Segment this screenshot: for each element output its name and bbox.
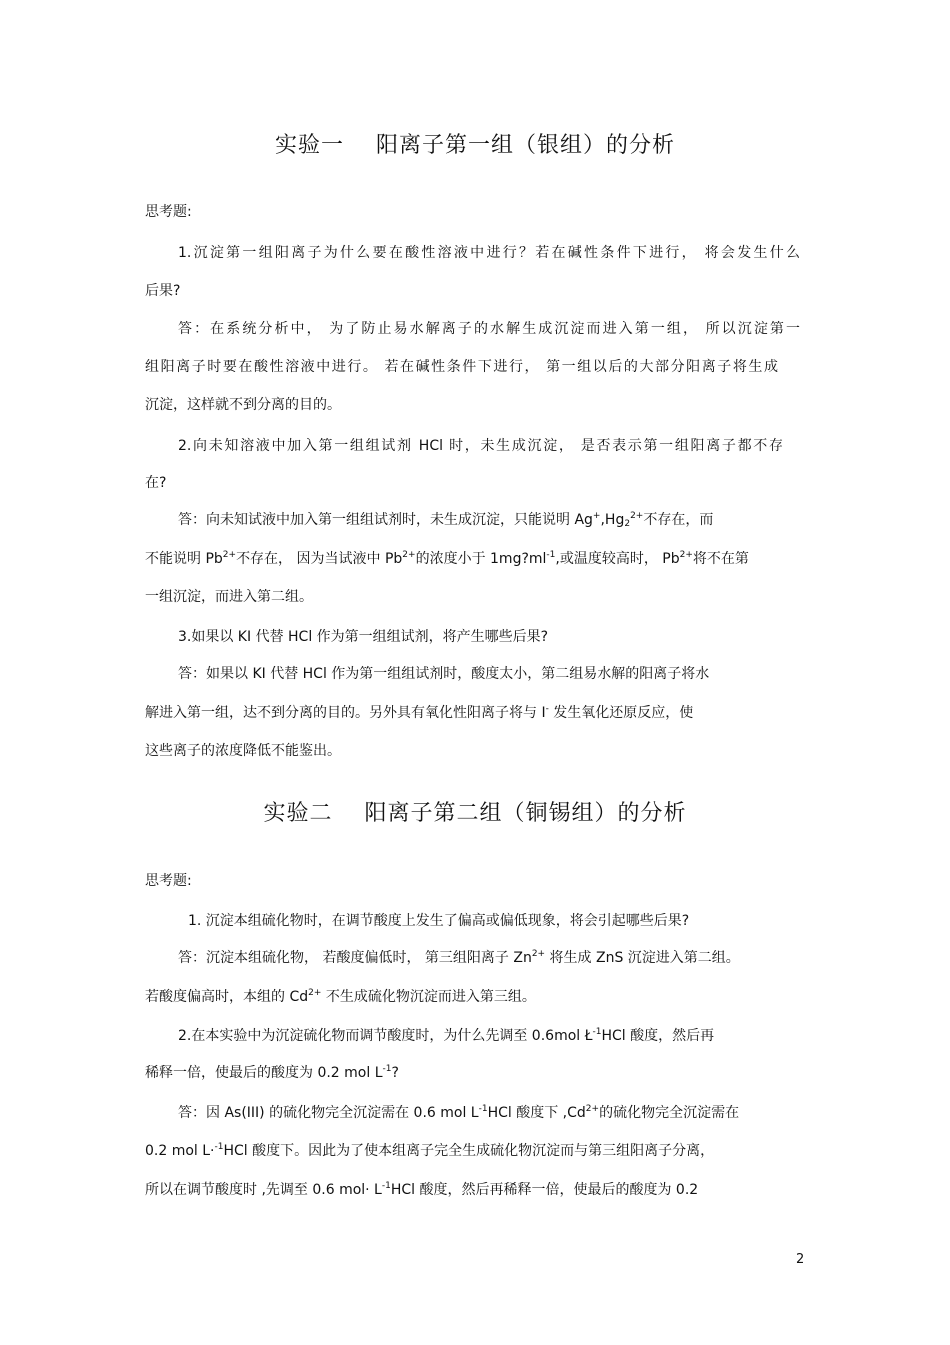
experiment-1-title: 实验一 阳离子第一组（银组）的分析 <box>275 133 675 158</box>
exp2-questions-heading: 思考题: <box>145 873 192 889</box>
experiment-2-title: 实验二 阳离子第二组（铜锡组）的分析 <box>263 801 687 826</box>
exp1-answer-1-line-3: 沉淀，这样就不到分离的目的。 <box>145 397 341 413</box>
exp1-answer-2-line-2: 不能说明 $Pb^{2+}$不存在， 因为当试液中 $Pb^{2+}$的浓度小于 $1mg?ml^{-1}$,或温度较高时， $Pb^{2+}$将不在第 <box>145 550 749 567</box>
exp1-answer-1-line-1: 答：在系统分析中， 为了防止易水解离子的水解生成沉淀而进入第一组， 所以沉淀第一 <box>178 321 800 337</box>
exp1-answer-2-line-1: 答：向未知试液中加入第一组组试剂时，未生成沉淀，只能说明 $Ag^+,Hg_2^{2+}$不存在，而 <box>178 511 714 529</box>
exp2-answer-1-line-2: 若酸度偏高时，本组的 $Cd^{2+}$ 不生成硫化物沉淀而进入第三组。 <box>145 988 536 1005</box>
exp1-answer-3-line-3: 这些离子的浓度降低不能鉴出。 <box>145 743 341 759</box>
exp1-question-3: 3.如果以 KI 代替 HCl 作为第一组组试剂，将产生哪些后果? <box>178 629 549 645</box>
exp1-questions-heading: 思考题: <box>145 204 192 220</box>
exp2-question-1: 1. 沉淀本组硫化物时，在调节酸度上发生了偏高或偏低现象，将会引起哪些后果? <box>188 913 690 929</box>
exp1-answer-1-line-2: 组阳离子时要在酸性溶液中进行。 若在碱性条件下进行， 第一组以后的大部分阳离子将生成 <box>145 359 778 375</box>
exp2-answer-2-line-1: 答：因 As(III) 的硫化物完全沉淀需在 0.6 mol $L^{-1}HCl$ 酸度下 $,Cd^{2+}$的硫化物完全沉淀需在 <box>178 1104 740 1121</box>
exp1-question-2-line-1: 2.向未知溶液中加入第一组组试剂 HCl 时，未生成沉淀， 是否表示第一组阳离子都不存 <box>178 438 783 454</box>
exp1-question-1-line-2: 后果? <box>145 283 181 299</box>
exp2-answer-2-line-2: 0.2 mol L·$^{-1}$HCl 酸度下。因此为了使本组离子完全生成硫化物沉淀而与第三组阳离子分离， <box>145 1142 715 1159</box>
exp2-answer-1-line-1: 答：沉淀本组硫化物， 若酸度偏低时， 第三组阳离子 $Zn^{2+}$ 将生成 ZnS 沉淀进入第二组。 <box>178 949 740 966</box>
exp2-question-2-line-1: 2.在本实验中为沉淀硫化物而调节酸度时，为什么先调至 0.6mol $Ł^{-1}HCl$ 酸度，然后再 <box>178 1027 715 1044</box>
exp1-answer-2-line-3: 一组沉淀，而进入第二组。 <box>145 589 313 605</box>
page-number: 2 <box>796 1252 805 1267</box>
exp2-question-2-line-2: 稀释一倍，使最后的酸度为 0.2 mol $L^{-1}$? <box>145 1064 399 1081</box>
exp2-answer-2-line-3: 所以在调节酸度时 ,先调至 0.6 $mol\cdot L^{-1}HCl$ 酸度，然后再稀释一倍，使最后的酸度为 0.2 <box>145 1181 699 1198</box>
exp1-answer-3-line-2: 解进入第一组，达不到分离的目的。另外具有氧化性阳离子将与 I- 发生氧化还原反应，使 <box>145 704 694 721</box>
exp1-question-1-line-1: 1.沉淀第一组阳离子为什么要在酸性溶液中进行？若在碱性条件下进行， 将会发生什么 <box>178 245 800 261</box>
exp1-question-2-line-2: 在? <box>145 475 167 491</box>
exp1-answer-3-line-1: 答：如果以 KI 代替 HCl 作为第一组组试剂时，酸度太小，第二组易水解的阳离子将水 <box>178 666 710 682</box>
